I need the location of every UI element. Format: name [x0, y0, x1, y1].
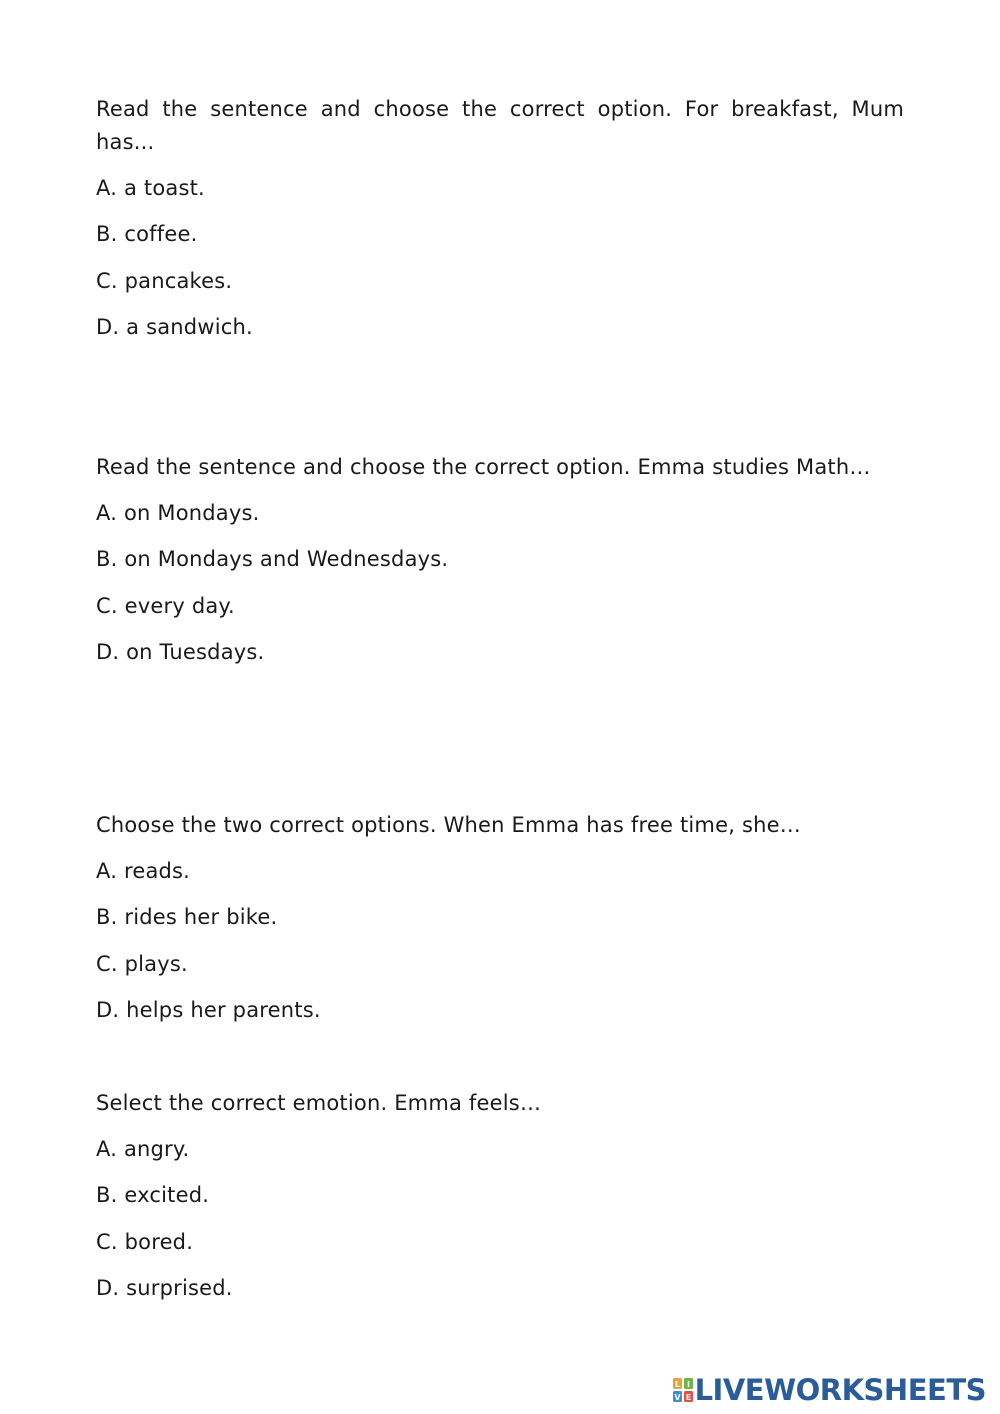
svg-text:V: V [673, 1393, 681, 1402]
answer-option-d[interactable]: D. surprised. [96, 1275, 233, 1300]
question-prompt: Select the correct emotion. Emma feels… [96, 1091, 542, 1115]
question-prompt: Choose the two correct options. When Emma has free time, she… [96, 813, 801, 837]
question-1 [96, 93, 904, 356]
svg-text:L: L [674, 1380, 680, 1389]
answer-option-c[interactable]: C. plays. [96, 951, 188, 976]
svg-text:E: E [685, 1393, 691, 1402]
question-3 [96, 809, 904, 1039]
answer-option-a[interactable]: A. angry. [96, 1137, 190, 1161]
answer-option-a[interactable]: A. reads. [96, 859, 191, 883]
question-2 [96, 451, 904, 681]
answer-option-c[interactable]: C. every day. [96, 593, 235, 618]
svg-text:I: I [686, 1380, 690, 1389]
answer-option-c[interactable]: C. bored. [96, 1229, 194, 1254]
answer-option-a[interactable]: A. a toast. [96, 176, 205, 200]
answer-option-c[interactable]: C. pancakes. [96, 268, 233, 293]
question-prompt: Read the sentence and choose the correct option. Emma studies Math… [96, 455, 871, 479]
question-prompt: Read the sentence and choose the correct option. For breakfast, Mum has... [96, 97, 904, 154]
brand-name: LIVEWORKSHEETS [694, 1373, 986, 1407]
question-4 [96, 1087, 904, 1317]
answer-option-b[interactable]: B. rides her bike. [96, 905, 278, 930]
liveworksheets-logo-icon [673, 1377, 693, 1403]
answer-option-b[interactable]: B. excited. [96, 1183, 210, 1208]
answer-option-d[interactable]: D. a sandwich. [96, 314, 253, 339]
answer-option-a[interactable]: A. on Mondays. [96, 501, 260, 525]
answer-option-d[interactable]: D. on Tuesdays. [96, 639, 265, 664]
answer-option-d[interactable]: D. helps her parents. [96, 997, 321, 1022]
answer-option-b[interactable]: B. coffee. [96, 222, 198, 247]
liveworksheets-brand [673, 1372, 986, 1408]
answer-option-b[interactable]: B. on Mondays and Wednesdays. [96, 547, 449, 572]
